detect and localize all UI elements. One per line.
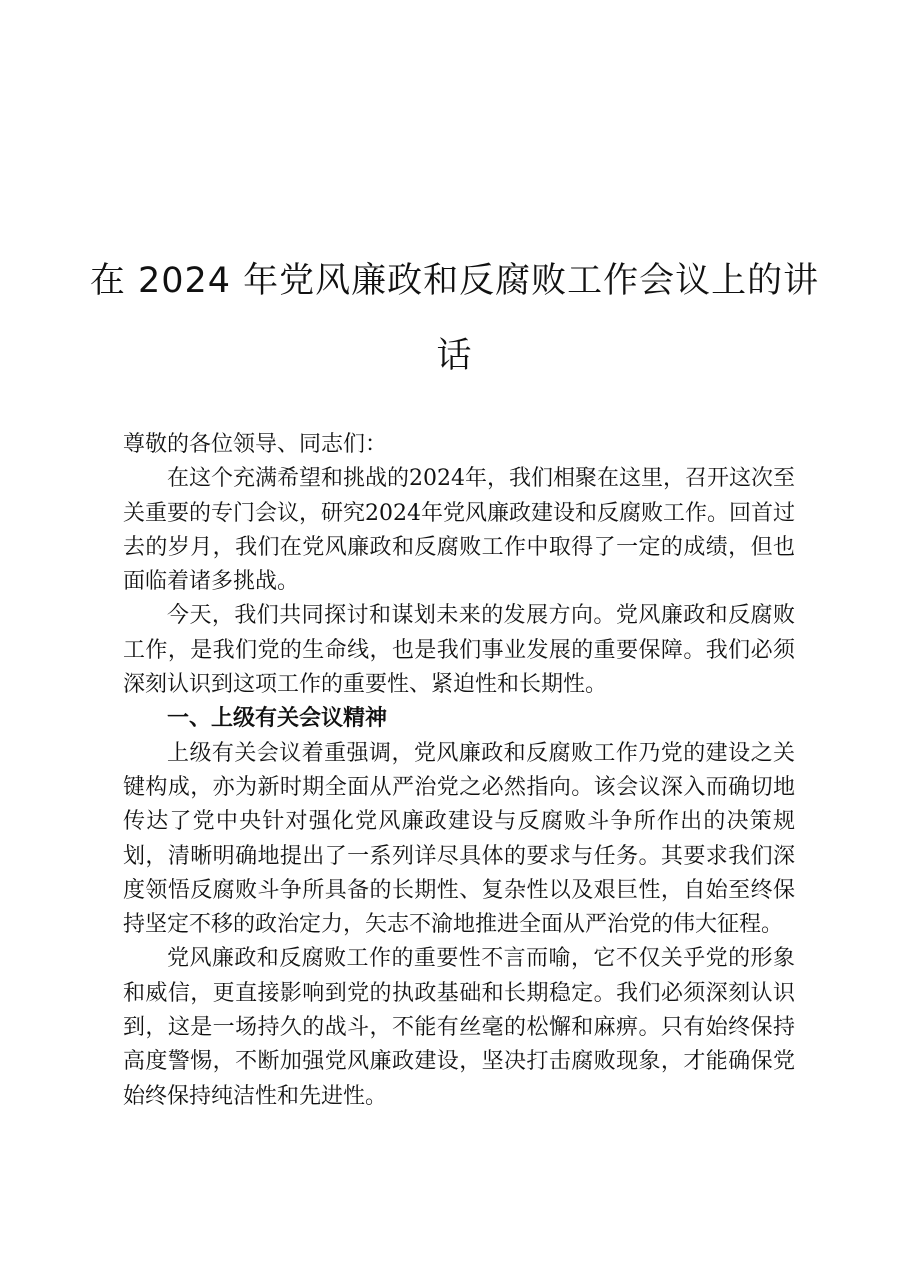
section-heading-1: 一、上级有关会议精神: [167, 706, 388, 732]
paragraph-intro-1: 在这个充满希望和挑战的2024年，我们相聚在这里，召开这次至关重要的专门会议，研究2024年党风廉政建设和反腐败工作。回首过去的岁月，我们在党风廉政和反腐败工作中取得了一定的成绩，但也面临着诸多挑战。: [123, 466, 795, 595]
salutation: 尊敬的各位领导、同志们：: [123, 432, 388, 457]
document-body: [123, 428, 795, 1114]
paragraph-section1-1: 上级有关会议着重强调，党风廉政和反腐败工作乃党的建设之关键构成，亦为新时期全面从严治党之必然指向。该会议深入而确切地传达了党中央针对强化党风廉政建设与反腐败斗争所作出的决策规划，清晰明确地提出了一系列详尽具体的要求与任务。其要求我们深度领悟反腐败斗争所具备的长期性、复杂性以及艰巨性，自始至终保持坚定不移的政治定力，矢志不渝地推进全面从严治党的伟大征程。: [123, 740, 795, 938]
paragraph-section1-2: 党风廉政和反腐败工作的重要性不言而喻，它不仅关乎党的形象和威信，更直接影响到党的执政基础和长期稳定。我们必须深刻认识到，这是一场持久的战斗，不能有丝毫的松懈和麻痹。只有始终保持高度警惕，不断加强党风廉政建设，坚决打击腐败现象，才能确保党始终保持纯洁性和先进性。: [123, 946, 795, 1109]
paragraph-intro-2: 今天，我们共同探讨和谋划未来的发展方向。党风廉政和反腐败工作，是我们党的生命线，也是我们事业发展的重要保障。我们必须深刻认识到这项工作的重要性、紧迫性和长期性。: [123, 603, 795, 698]
document-title: 在 2024 年党风廉政和反腐败工作会议上的讲话: [89, 261, 820, 376]
